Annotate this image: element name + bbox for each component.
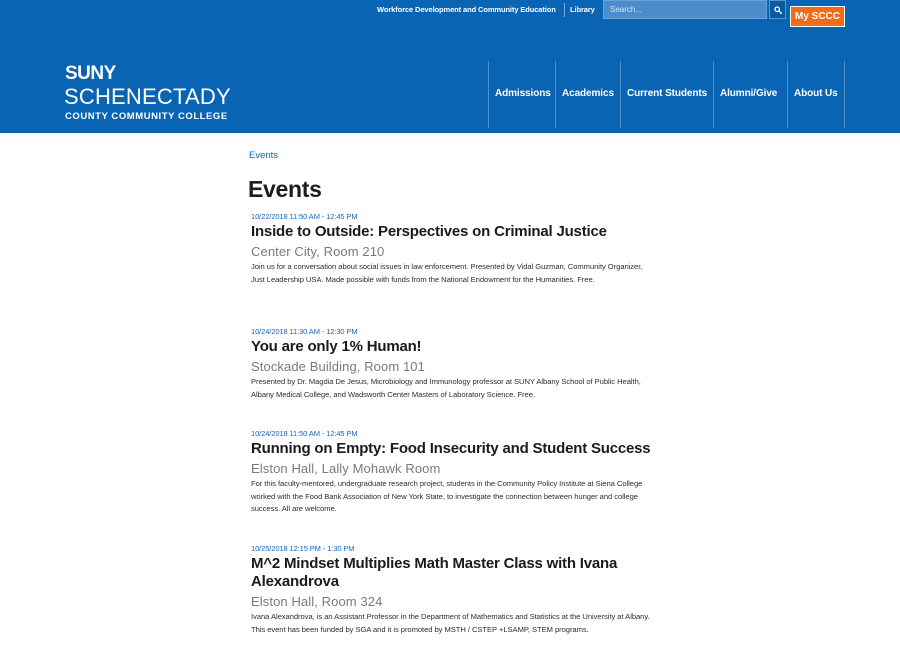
logo-schenectady-text: SCHENECTADY <box>64 84 231 109</box>
event-description: Ivana Alexandrova, is an Assistant Professor in the Department of Mathematics and Statistics at the University at Albany. This event has been funded by SGA and it is promoted by MSTH / CSTEP +LSAMP, STEM programs. <box>251 612 650 634</box>
event-item <box>251 429 661 516</box>
nav-divider <box>620 61 621 128</box>
event-location: Stockade Building, Room 101 <box>251 359 425 374</box>
nav-item-admissions[interactable]: Admissions <box>495 88 551 99</box>
search-box <box>603 0 786 19</box>
nav-divider <box>713 61 714 128</box>
nav-item-academics[interactable]: Academics <box>562 88 614 99</box>
logo-suny-text: SUNY <box>65 63 116 84</box>
site-header <box>0 0 900 133</box>
nav-divider <box>844 61 845 128</box>
event-location: Elston Hall, Room 324 <box>251 594 383 609</box>
event-item <box>251 212 661 286</box>
workforce-development-link[interactable]: Workforce Development and Community Education <box>377 5 556 14</box>
breadcrumb-events[interactable]: Events <box>249 150 279 161</box>
event-time: 10/24/2018 11:50 AM - 12:45 PM <box>251 429 358 438</box>
event-title-link[interactable]: Running on Empty: Food Insecurity and Student Success <box>251 440 651 457</box>
nav-divider <box>787 61 788 128</box>
event-time: 10/24/2018 11:30 AM - 12:30 PM <box>251 327 358 336</box>
event-description: Join us for a conversation about social issues in law enforcement. Presented by Vidal Guzman, Community Organizer, Just Leadership USA. Made possible with funds from the National Endowment for the Humanities. Free. <box>251 262 643 284</box>
page-title: Events <box>248 176 322 202</box>
logo-subtitle-text: COUNTY COMMUNITY COLLEGE <box>65 111 228 122</box>
nav-divider <box>555 61 556 128</box>
nav-item-alumni-give[interactable]: Alumni/Give <box>720 88 778 99</box>
event-title-link[interactable]: Inside to Outside: Perspectives on Criminal Justice <box>251 223 607 240</box>
event-title-link[interactable]: You are only 1% Human! <box>251 338 422 355</box>
nav-divider <box>488 61 489 128</box>
search-icon <box>774 6 782 14</box>
event-time: 10/22/2018 11:50 AM - 12:45 PM <box>251 212 358 221</box>
event-description: For this faculty-mentored, undergraduate research project, students in the Community Policy Institute at Siena College worked with the Food Bank Association of New York State, to investigate the connection between hunger and college success. All are welcome. <box>251 479 643 514</box>
event-location: Elston Hall, Lally Mohawk Room <box>251 461 441 476</box>
search-input[interactable] <box>603 0 767 19</box>
library-link[interactable]: Library <box>570 5 595 14</box>
utility-divider <box>564 3 565 17</box>
event-title-link[interactable]: M^2 Mindset Multiplies Math Master Class with Ivana Alexandrova <box>251 555 618 590</box>
event-time: 10/25/2018 12:15 PM - 1:30 PM <box>251 544 355 553</box>
nav-item-about-us[interactable]: About Us <box>794 88 838 99</box>
event-location: Center City, Room 210 <box>251 244 385 259</box>
nav-item-current-students[interactable]: Current Students <box>627 88 708 99</box>
search-button[interactable] <box>769 0 786 19</box>
event-item <box>251 544 661 636</box>
event-description: Presented by Dr. Magdia De Jesus, Microbiology and Immunology professor at SUNY Albany School of Public Health, Albany Medical College, and Wadsworth Center Masters of Laboratory Science. Free. <box>251 377 641 399</box>
event-item <box>251 327 661 401</box>
my-sccc-button[interactable]: My SCCC <box>790 6 845 27</box>
